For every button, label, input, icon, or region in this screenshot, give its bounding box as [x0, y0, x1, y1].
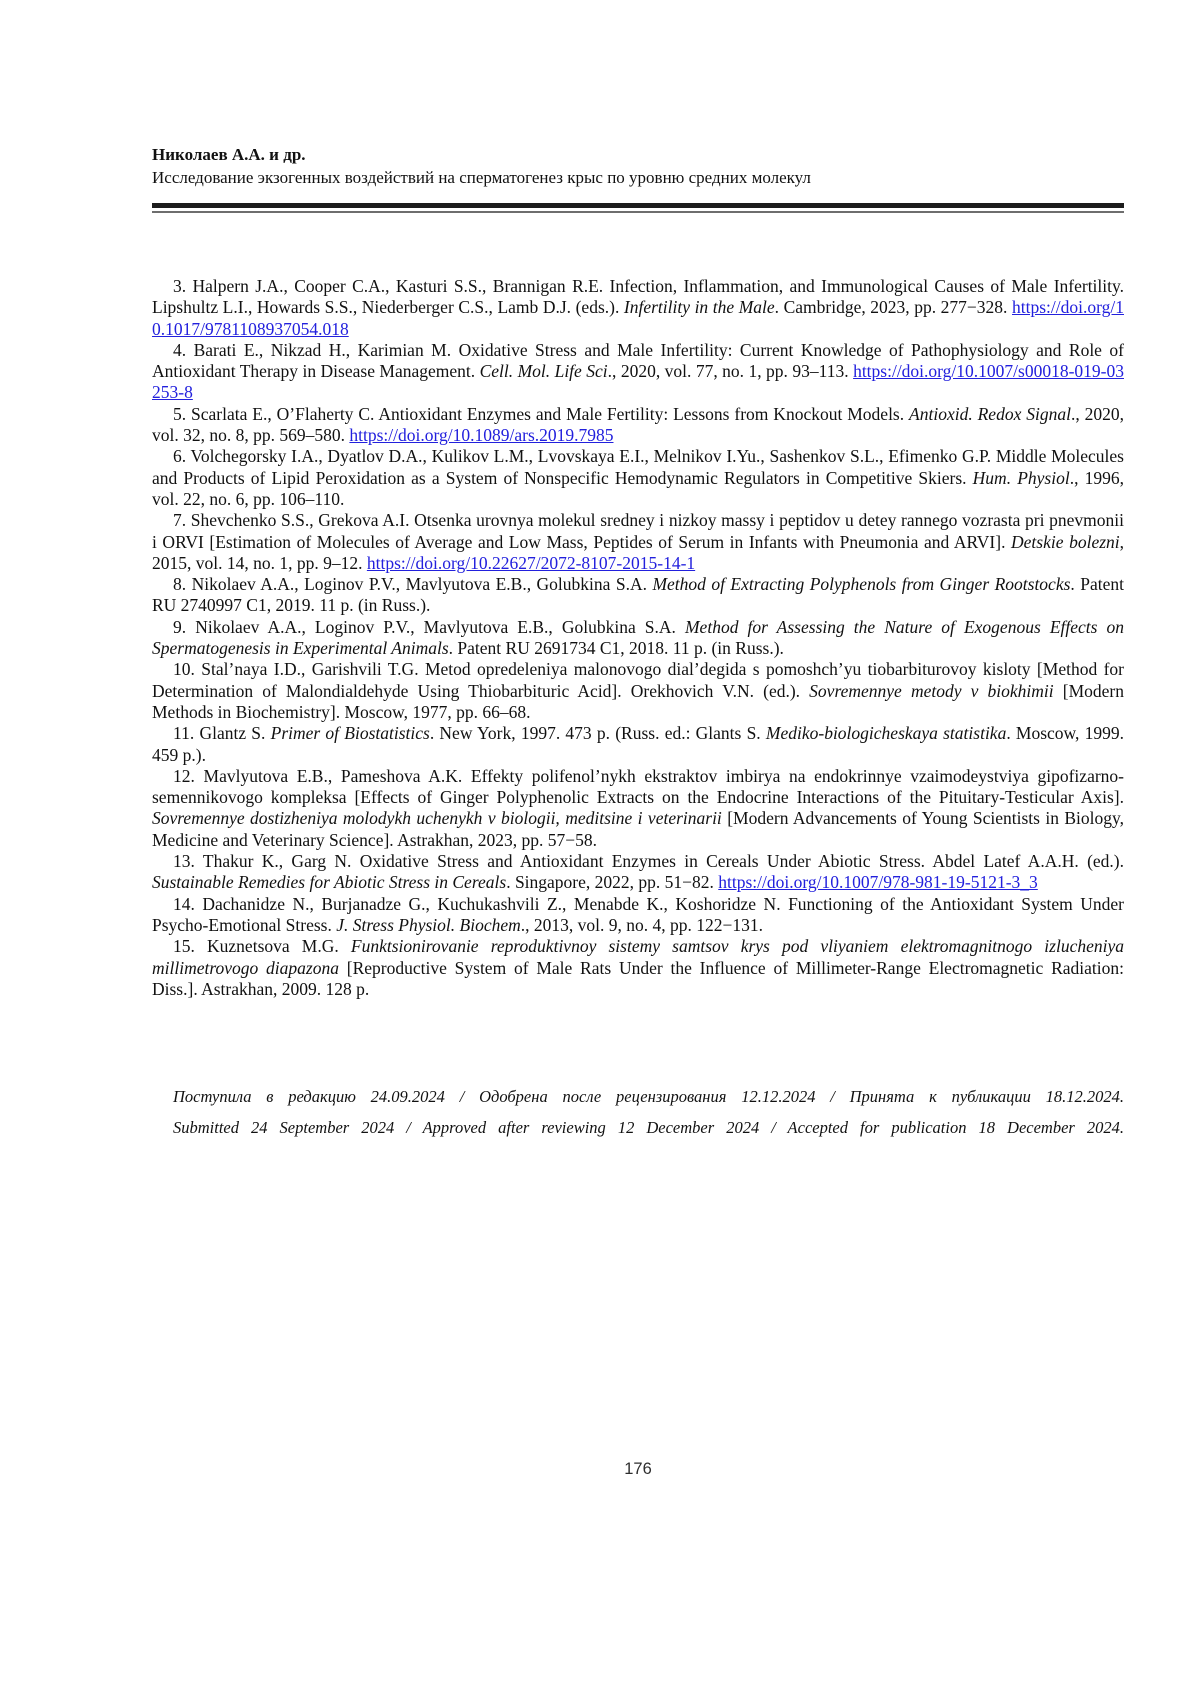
reference-italic-text: Hum. Physiol	[972, 467, 1070, 488]
reference-text: . Singapore, 2022, pp. 51−82.	[506, 872, 719, 893]
reference-italic-text: Funktsionirovanie reproduktivnoy sistemy samtsov krys pod vliyaniem elektromagnitnogo izlucheniya millimetrovogo diapazona	[152, 936, 1124, 978]
reference-italic-text: Primer of Biostatistics	[270, 723, 430, 744]
reference-text: 11. Glantz S.	[173, 723, 271, 744]
reference-italic-text: Method of Extracting Polyphenols from Ginger Rootstocks	[652, 574, 1071, 595]
submission-dates-english: Submitted 24 September 2024 / Approved after reviewing 12 December 2024 / Accepted for publication 18 December 2024.	[173, 1118, 1124, 1137]
running-header	[152, 144, 1124, 188]
reference-item	[152, 574, 1124, 617]
reference-item	[152, 851, 1124, 894]
reference-text: [Modern Advancements of Young Scientists in Biology, Medicine and Veterinary Science]. Astrakhan, 2023, pp. 57−58.	[152, 808, 1124, 850]
running-header-authors: Николаев А.А. и др.	[152, 145, 306, 164]
reference-text: [Reproductive System of Male Rats Under the Influence of Millimeter-Range Electromagnetic Radiation: Diss.]. Astrakhan, 2009. 128 p.	[152, 957, 1124, 999]
reference-text: ., 2020, vol. 77, no. 1, pp. 93–113.	[607, 361, 854, 382]
reference-text: ., 1996, vol. 22, no. 6, pp. 106–110.	[152, 467, 1124, 509]
reference-text: . Patent RU 2691734 C1, 2018. 11 p. (in Russ.).	[448, 638, 784, 659]
reference-text: ., 2013, vol. 9, no. 4, pp. 122−131.	[520, 914, 763, 935]
submission-dates	[152, 1086, 1124, 1148]
reference-text: 14. Dachanidze N., Burjanadze G., Kuchukashvili Z., Menabde K., Koshoridze N. Functioning of the Antioxidant System Under Psycho-Emotional Stress.	[152, 893, 1124, 935]
reference-text: 15. Kuznetsova M.G.	[173, 936, 351, 957]
reference-text: 4. Barati E., Nikzad H., Karimian M. Oxidative Stress and Male Infertility: Current Knowledge of Pathophysiology and Role of Antioxidant Therapy in Disease Management.	[152, 339, 1124, 382]
reference-italic-text: Mediko-biologicheskaya statistika	[765, 723, 1007, 744]
reference-text: . Moscow, 1999. 459 p.).	[152, 723, 1125, 765]
doi-link[interactable]: https://doi.org/10.1017/9781108937054.018	[152, 297, 1124, 339]
reference-item	[152, 617, 1124, 660]
reference-item	[152, 766, 1124, 851]
reference-italic-text: Sovremennye dostizheniya molodykh uchenykh v biologii, meditsine i veterinarii	[152, 808, 722, 829]
reference-item	[152, 723, 1124, 766]
doi-link[interactable]: https://doi.org/10.1007/978-981-19-5121-3_3	[718, 872, 1038, 893]
doi-link[interactable]: https://doi.org/10.22627/2072-8107-2015-14-1	[366, 552, 696, 573]
reference-item	[152, 340, 1124, 404]
doi-link[interactable]: https://doi.org/10.1007/s00018-019-03253-8	[152, 361, 1124, 403]
reference-text: 13. Thakur K., Garg N. Oxidative Stress and Antioxidant Enzymes in Cereals Under Abiotic Stress. Abdel Latef A.A.H. (ed.).	[173, 851, 1124, 872]
reference-italic-text: Sustainable Remedies for Abiotic Stress in Cereals	[152, 872, 507, 893]
reference-italic-text: Method for Assessing the Nature of Exogenous Effects on Spermatogenesis in Experimental Animals	[152, 616, 1125, 659]
reference-text: . New York, 1997. 473 p. (Russ. ed.: Glants S.	[429, 723, 766, 744]
doi-link[interactable]: https://doi.org/10.1089/ars.2019.7985	[349, 425, 614, 446]
reference-text: [Modern Methods in Biochemistry]. Moscow, 1977, pp. 66–68.	[152, 680, 1124, 722]
reference-italic-text: Cell. Mol. Life Sci	[479, 361, 608, 382]
reference-italic-text: Antioxid. Redox Signal	[909, 403, 1071, 424]
reference-text: ., 2020, vol. 32, no. 8, pp. 569–580.	[152, 403, 1125, 446]
page-number: 176	[624, 1460, 652, 1478]
reference-item	[152, 510, 1124, 574]
reference-item	[152, 894, 1124, 937]
reference-text: 8. Nikolaev A.A., Loginov P.V., Mavlyutova E.B., Golubkina S.A.	[173, 574, 653, 595]
reference-text: 10. Stal’naya I.D., Garishvili T.G. Metod opredeleniya malonovogo dial’degida s pomoshch’yu tiobarbiturovoy kisloty [Method for Determination of Malondialdehyde Using Thiobarbituric Acid]. Orekhovich V.N. (ed.).	[152, 659, 1124, 701]
running-header-title: Исследование экзогенных воздействий на сперматогенез крыс по уровню средних молекул	[152, 168, 811, 187]
reference-list	[152, 276, 1124, 1000]
reference-text: 9. Nikolaev A.A., Loginov P.V., Mavlyutova E.B., Golubkina S.A.	[173, 616, 685, 637]
reference-item	[152, 936, 1124, 1000]
header-divider	[152, 203, 1124, 213]
reference-italic-text: Detskie bolezni	[1011, 531, 1120, 552]
reference-text: 3. Halpern J.A., Cooper C.A., Kasturi S.S., Brannigan R.E. Infection, Inflammation, and Immunological Causes of Male Infertility. Lipshultz L.I., Howards S.S., Niederberger C.S., Lamb D.J. (eds.).	[152, 276, 1124, 318]
header-divider-thick-rule	[152, 203, 1124, 208]
reference-item	[152, 446, 1124, 510]
reference-item	[152, 659, 1124, 723]
reference-text: 6. Volchegorsky I.A., Dyatlov D.A., Kulikov L.M., Lvovskaya E.I., Melnikov I.Yu., Sashenkov S.L., Efimenko G.P. Middle Molecules and Products of Lipid Peroxidation as a System of Nonspecific Hemodynamic Regulators in Competitive Skiers.	[152, 446, 1124, 488]
reference-text: 5. Scarlata E., O’Flaherty C. Antioxidant Enzymes and Male Fertility: Lessons from Knockout Models.	[173, 403, 910, 424]
reference-italic-text: Infertility in the Male	[623, 297, 775, 318]
reference-text: . Cambridge, 2023, pp. 277−328.	[774, 297, 1012, 318]
reference-text: . Patent RU 2740997 C1, 2019. 11 p. (in Russ.).	[152, 574, 1124, 616]
reference-item	[152, 276, 1124, 340]
reference-text: 7. Shevchenko S.S., Grekova A.I. Otsenka urovnya molekul sredney i nizkoy massy i peptidov u detey rannego vozrasta pri pnevmonii i ORVI [Estimation of Molecules of Average and Low Mass, Peptides of Serum in Infants with Pneumonia and ARVI].	[152, 510, 1124, 552]
reference-italic-text: Sovremennye metody v biokhimii	[809, 680, 1054, 701]
submission-dates-russian: Поступила в редакцию 24.09.2024 / Одобрена после рецензирования 12.12.2024 / Принята к публикации 18.12.2024.	[173, 1087, 1124, 1106]
header-divider-thin-rule	[152, 211, 1124, 213]
reference-italic-text: J. Stress Physiol. Biochem	[336, 914, 521, 935]
reference-item	[152, 404, 1124, 447]
reference-text: , 2015, vol. 14, no. 1, pp. 9–12.	[152, 531, 1125, 573]
reference-text: 12. Mavlyutova E.B., Pameshova A.K. Effekty polifenol’nykh ekstraktov imbirya na endokrinnye vzaimodeystviya gipofizarno-semennikovogo kompleksa [Effects of Ginger Polyphenolic Extracts on the Endocrine Interactions of the Pituitary-Testicular Axis].	[152, 765, 1124, 808]
